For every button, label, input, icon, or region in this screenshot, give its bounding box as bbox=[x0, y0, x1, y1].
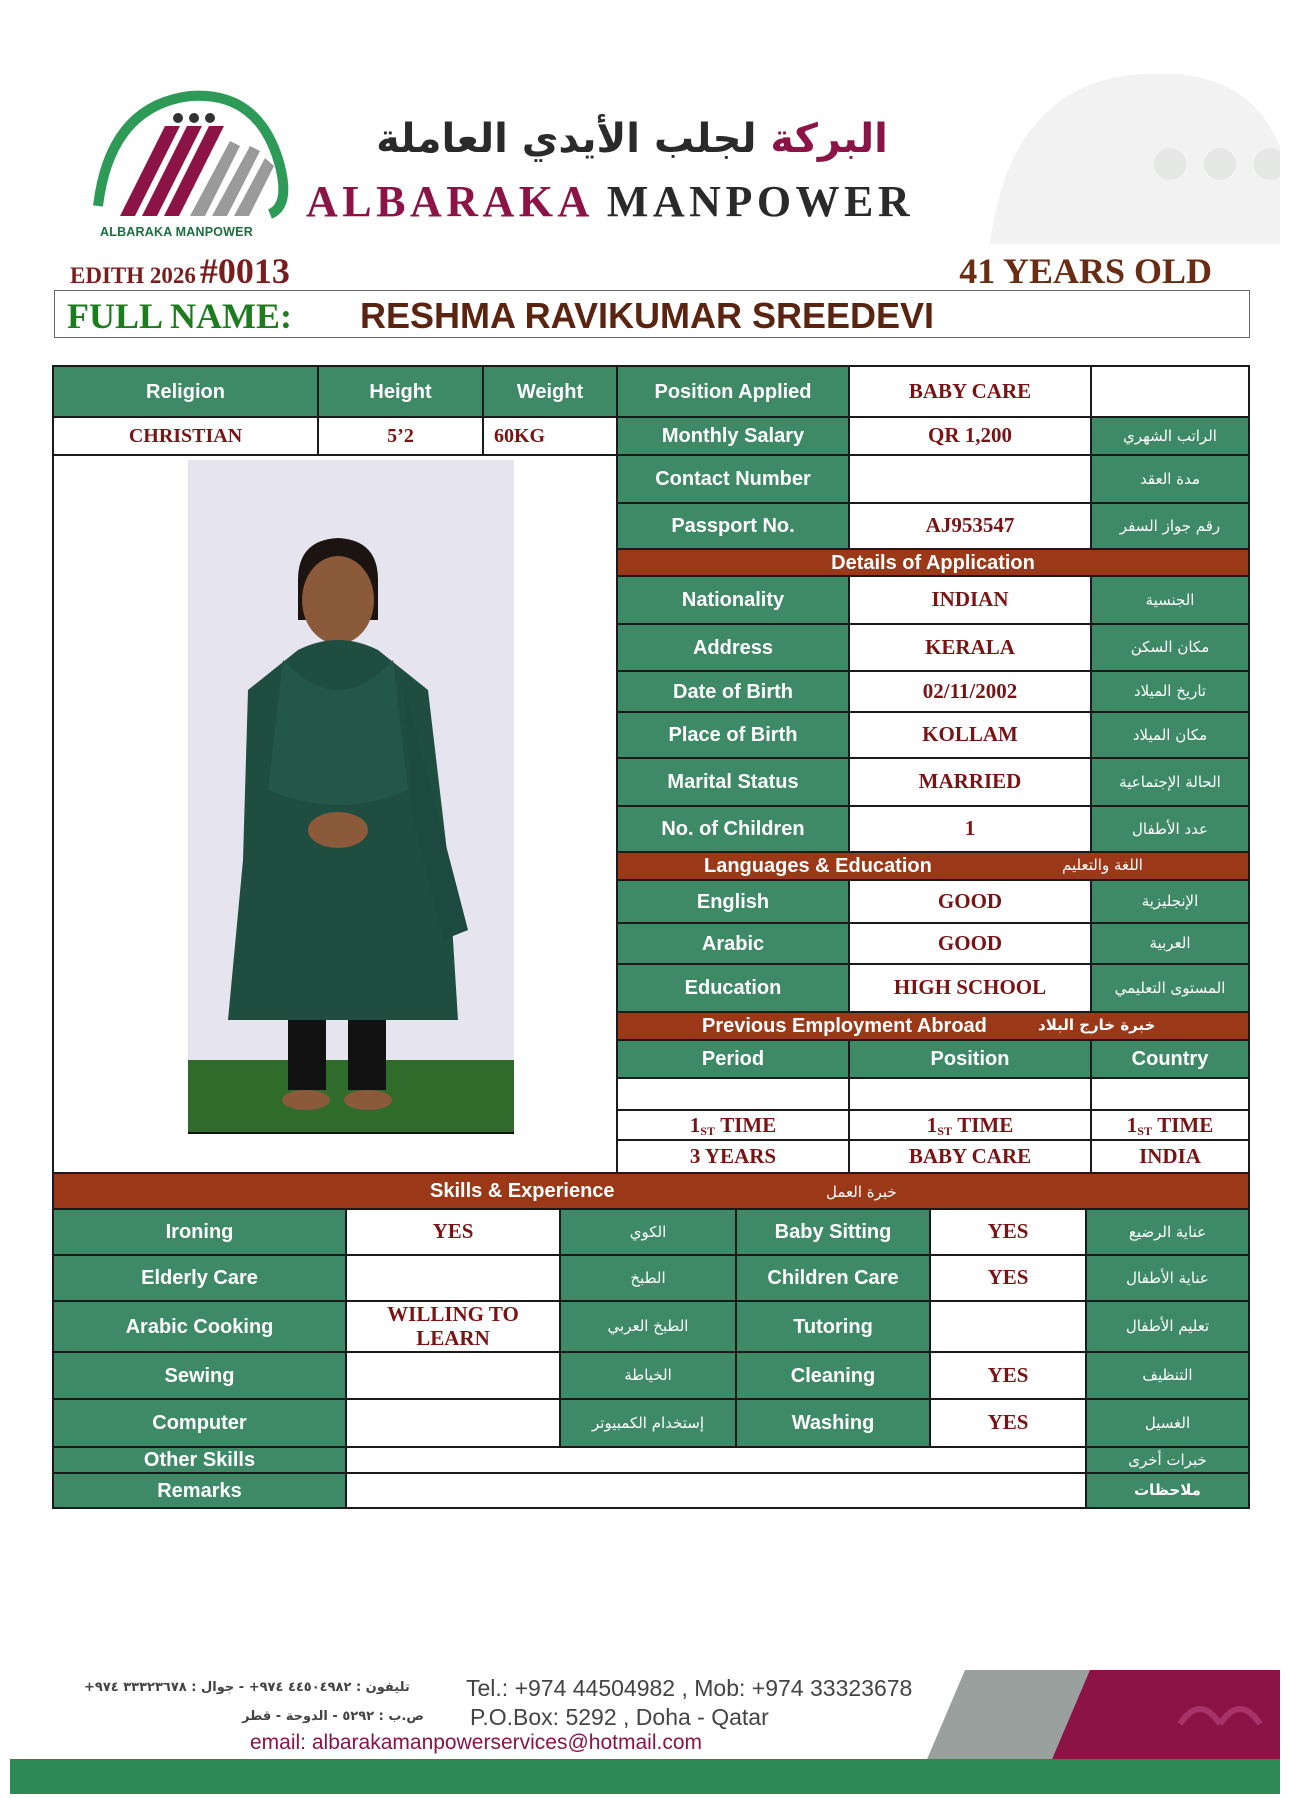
english-ar: الإنجليزية bbox=[1090, 879, 1250, 924]
period-header: Period bbox=[616, 1039, 850, 1079]
employment-heading bbox=[616, 1011, 1250, 1041]
skill-tutoring-value bbox=[929, 1300, 1087, 1353]
position-applied-value: BABY CARE bbox=[848, 365, 1092, 418]
dob-ar: تاريخ الميلاد bbox=[1090, 670, 1250, 713]
address-label: Address bbox=[616, 623, 850, 672]
skill-washing-label: Washing bbox=[735, 1398, 931, 1448]
arabic-value: GOOD bbox=[848, 922, 1092, 965]
skill-cleaning-ar: التنظيف bbox=[1085, 1351, 1250, 1400]
other-skills-value bbox=[345, 1446, 1087, 1474]
passport-ar: رقم جواز السفر bbox=[1090, 502, 1250, 550]
english-value: GOOD bbox=[848, 879, 1092, 924]
height-value: 5’2 bbox=[317, 416, 484, 456]
employment-heading-ar: خبرة خارج البلاد bbox=[1038, 1016, 1156, 1034]
first-time-num: 1 bbox=[1126, 1112, 1138, 1137]
dob-label: Date of Birth bbox=[616, 670, 850, 713]
nationality-ar: الجنسية bbox=[1090, 575, 1250, 625]
skill-washing-ar: الغسيل bbox=[1085, 1398, 1250, 1448]
skill-cleaning-label: Cleaning bbox=[735, 1351, 931, 1400]
nationality-label: Nationality bbox=[616, 575, 850, 625]
edition-label: EDITH 2026 bbox=[70, 263, 196, 288]
education-ar: المستوى التعليمي bbox=[1090, 963, 1250, 1013]
monthly-salary-ar: الراتب الشهري bbox=[1090, 416, 1250, 456]
skill-children-care-ar: عناية الأطفال bbox=[1085, 1254, 1250, 1302]
other-skills-label: Other Skills bbox=[52, 1446, 347, 1474]
skill-sewing-label: Sewing bbox=[52, 1351, 347, 1400]
full-name-label: FULL NAME: bbox=[67, 296, 292, 336]
watermark-logo bbox=[970, 44, 1280, 254]
age-label: 41 YEARS OLD bbox=[959, 251, 1212, 291]
contact-number-value bbox=[848, 454, 1092, 504]
marital-status-ar: الحالة الإجتماعية bbox=[1090, 757, 1250, 807]
edition-number: #0013 bbox=[199, 251, 290, 291]
employment-blank-position bbox=[848, 1077, 1092, 1111]
skill-computer-label: Computer bbox=[52, 1398, 347, 1448]
skill-sewing-value bbox=[345, 1351, 561, 1400]
religion-header: Religion bbox=[52, 365, 319, 418]
children-value: 1 bbox=[848, 805, 1092, 853]
skill-baby-sitting-ar: عناية الرضيع bbox=[1085, 1208, 1250, 1256]
contact-number-label: Contact Number bbox=[616, 454, 850, 504]
employment-blank-period bbox=[616, 1077, 850, 1111]
skill-cleaning-value: YES bbox=[929, 1351, 1087, 1400]
brand-name-arabic bbox=[302, 116, 962, 176]
first-time-word: TIME bbox=[720, 1112, 777, 1137]
brand-arabic-accent: البركة bbox=[770, 116, 888, 162]
position-applied-label: Position Applied bbox=[616, 365, 850, 418]
birthplace-value: KOLLAM bbox=[848, 711, 1092, 759]
marital-status-value: MARRIED bbox=[848, 757, 1092, 807]
employment-country: INDIA bbox=[1090, 1139, 1250, 1174]
full-name-value: RESHMA RAVIKUMAR SREEDEVI bbox=[360, 295, 935, 336]
skill-children-care-value: YES bbox=[929, 1254, 1087, 1302]
passport-value: AJ953547 bbox=[848, 502, 1092, 550]
skill-elderly-care-label: Elderly Care bbox=[52, 1254, 347, 1302]
marital-status-label: Marital Status bbox=[616, 757, 850, 807]
address-value: KERALA bbox=[848, 623, 1092, 672]
employment-position: BABY CARE bbox=[848, 1139, 1092, 1174]
arabic-label: Arabic bbox=[616, 922, 850, 965]
edition-code bbox=[70, 250, 290, 292]
first-time-country bbox=[1090, 1109, 1250, 1141]
candidate-photo bbox=[188, 460, 514, 1134]
skill-computer-value bbox=[345, 1398, 561, 1448]
weight-value: 60KG bbox=[482, 416, 618, 456]
skill-baby-sitting-label: Baby Sitting bbox=[735, 1208, 931, 1256]
footer-email: email: albarakamanpowerservices@hotmail.com bbox=[250, 1731, 702, 1754]
arabic-ar: العربية bbox=[1090, 922, 1250, 965]
position-header: Position bbox=[848, 1039, 1092, 1079]
first-time-sup: ST bbox=[700, 1124, 715, 1138]
skills-heading-text: Skills & Experience bbox=[430, 1180, 615, 1202]
skill-arabic-cooking-value: WILLING TO LEARN bbox=[345, 1300, 561, 1353]
remarks-value bbox=[345, 1472, 1087, 1509]
other-skills-ar: خبرات أخرى bbox=[1085, 1446, 1250, 1474]
brand-name-english bbox=[306, 176, 914, 227]
first-time-position bbox=[848, 1109, 1092, 1141]
skill-baby-sitting-value: YES bbox=[929, 1208, 1087, 1256]
monthly-salary-value: QR 1,200 bbox=[848, 416, 1092, 456]
first-time-num: 1 bbox=[689, 1112, 701, 1137]
birthplace-ar: مكان الميلاد bbox=[1090, 711, 1250, 759]
footer-pobox-ar: ص.ب : ٥٢٩٢ - الدوحة - قطر bbox=[242, 1709, 424, 1724]
children-ar: عدد الأطفال bbox=[1090, 805, 1250, 853]
languages-heading-text: Languages & Education bbox=[704, 855, 932, 877]
skill-elderly-care-value bbox=[345, 1254, 561, 1302]
skill-washing-value: YES bbox=[929, 1398, 1087, 1448]
brand-english-accent: ALBARAKA bbox=[306, 177, 592, 226]
passport-label: Passport No. bbox=[616, 502, 850, 550]
nationality-value: INDIAN bbox=[848, 575, 1092, 625]
full-name-box bbox=[54, 290, 1250, 338]
skills-heading-ar: خبرة العمل bbox=[826, 1183, 897, 1201]
skill-tutoring-label: Tutoring bbox=[735, 1300, 931, 1353]
birthplace-label: Place of Birth bbox=[616, 711, 850, 759]
first-time-sup: ST bbox=[937, 1124, 952, 1138]
skill-arabic-cooking-ar: الطبخ العربي bbox=[559, 1300, 737, 1353]
monthly-salary-label: Monthly Salary bbox=[616, 416, 850, 456]
remarks-label: Remarks bbox=[52, 1472, 347, 1509]
languages-heading bbox=[616, 851, 1250, 881]
first-time-word: TIME bbox=[957, 1112, 1014, 1137]
languages-heading-ar: اللغة والتعليم bbox=[1062, 856, 1143, 874]
remarks-ar: ملاحظات bbox=[1085, 1472, 1250, 1509]
dob-value: 02/11/2002 bbox=[848, 670, 1092, 713]
children-label: No. of Children bbox=[616, 805, 850, 853]
footer-phone: Tel.: +974 44504982 , Mob: +974 33323678 bbox=[466, 1675, 913, 1701]
footer bbox=[10, 1654, 1280, 1794]
skill-tutoring-ar: تعليم الأطفال bbox=[1085, 1300, 1250, 1353]
country-header: Country bbox=[1090, 1039, 1250, 1079]
brand-english-rest: MANPOWER bbox=[606, 177, 915, 226]
height-header: Height bbox=[317, 365, 484, 418]
skill-ironing-value: YES bbox=[345, 1208, 561, 1256]
religion-value: CHRISTIAN bbox=[52, 416, 319, 456]
skills-heading bbox=[52, 1172, 1250, 1210]
employment-period: 3 YEARS bbox=[616, 1139, 850, 1174]
cv-page bbox=[10, 4, 1280, 1794]
first-time-period bbox=[616, 1109, 850, 1141]
company-logo bbox=[90, 86, 290, 241]
first-time-word: TIME bbox=[1157, 1112, 1214, 1137]
education-value: HIGH SCHOOL bbox=[848, 963, 1092, 1013]
skill-ironing-ar: الكوي bbox=[559, 1208, 737, 1256]
skill-elderly-care-ar: الطبخ bbox=[559, 1254, 737, 1302]
footer-phone-ar: تليفون : ٤٤٥٠٤٩٨٢ ٩٧٤+ - جوال : ٣٣٣٢٣٦٧٨ ٩٧٤+ bbox=[84, 1680, 410, 1695]
education-label: Education bbox=[616, 963, 850, 1013]
weight-header: Weight bbox=[482, 365, 618, 418]
position-applied-ar bbox=[1090, 365, 1250, 418]
employment-heading-text: Previous Employment Abroad bbox=[702, 1015, 987, 1037]
skill-sewing-ar: الخياطة bbox=[559, 1351, 737, 1400]
logo-caption: ALBARAKA MANPOWER bbox=[100, 225, 253, 239]
skill-arabic-cooking-label: Arabic Cooking bbox=[52, 1300, 347, 1353]
first-time-sup: ST bbox=[1137, 1124, 1152, 1138]
address-ar: مكان السكن bbox=[1090, 623, 1250, 672]
employment-blank-country bbox=[1090, 1077, 1250, 1111]
brand-arabic-rest: لجلب الأيدي العاملة bbox=[376, 116, 757, 162]
first-time-num: 1 bbox=[926, 1112, 938, 1137]
contact-number-ar: مدة العقد bbox=[1090, 454, 1250, 504]
skill-children-care-label: Children Care bbox=[735, 1254, 931, 1302]
details-heading: Details of Application bbox=[616, 548, 1250, 577]
footer-pobox: P.O.Box: 5292 , Doha - Qatar bbox=[470, 1704, 769, 1730]
english-label: English bbox=[616, 879, 850, 924]
skill-computer-ar: إستخدام الكمبيوتر bbox=[559, 1398, 737, 1448]
skill-ironing-label: Ironing bbox=[52, 1208, 347, 1256]
